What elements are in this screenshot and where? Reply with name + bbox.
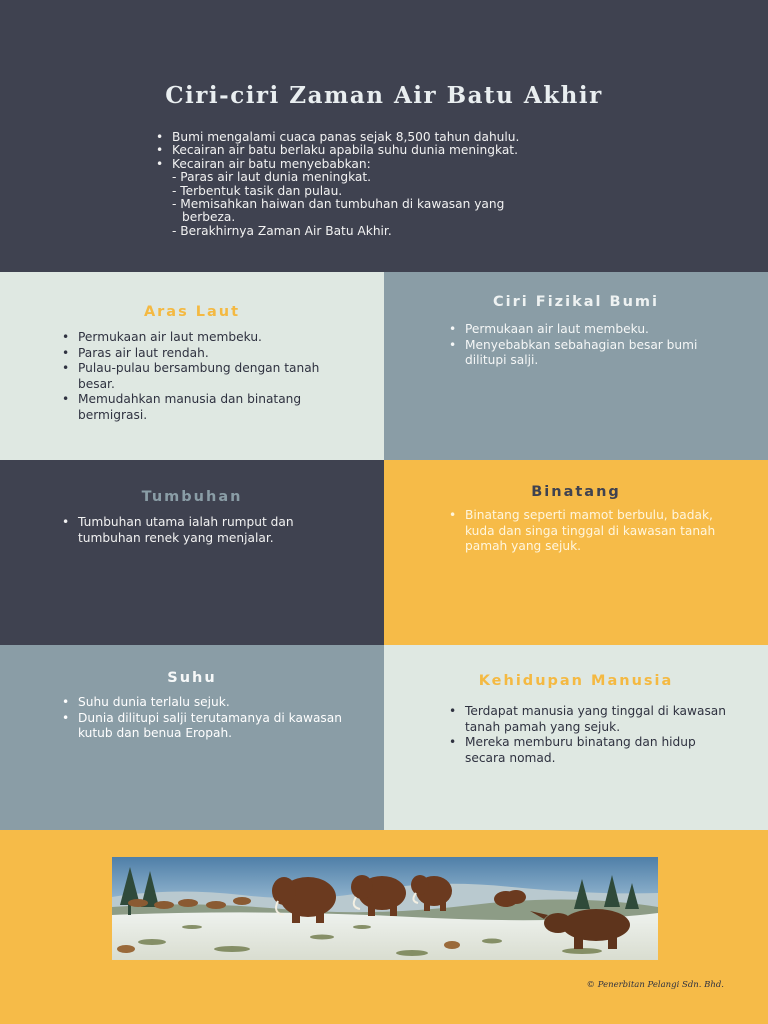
intro-sub-point: - Berakhirnya Zaman Air Batu Akhir. (172, 223, 392, 238)
section-tumbuhan (0, 460, 384, 645)
footer-section (0, 830, 768, 1024)
section-heading: Tumbuhan (141, 489, 243, 505)
section-list (449, 704, 739, 766)
intro-point: • Kecairan air batu berlaku apabila suhu dunia meningkat. (154, 144, 654, 157)
list-item: • Mereka memburu binatang dan hidup secara nomad. (449, 735, 739, 766)
header-section (0, 0, 768, 272)
section-ciri-fizikal-bumi (384, 272, 768, 460)
section-heading: Kehidupan Manusia (478, 673, 674, 689)
list-item: • Menyebabkan sebahagian besar bumi dilitupi salji. (449, 338, 739, 369)
intro-point: • Kecairan air batu menyebabkan: (154, 158, 654, 171)
intro-sub-point: - Memisahkan haiwan dan tumbuhan di kawasan yang (172, 197, 505, 212)
list-item: • Permukaan air laut membeku. (449, 322, 739, 338)
section-heading: Binatang (531, 484, 621, 500)
list-item: • Paras air laut rendah. (62, 346, 352, 362)
list-item: • Permukaan air laut membeku. (62, 330, 352, 346)
copyright-text: © Penerbitan Pelangi Sdn. Bhd. (586, 980, 724, 990)
section-kehidupan-manusia (384, 645, 768, 830)
section-list (449, 322, 739, 369)
section-aras-laut (0, 272, 384, 460)
intro-text (154, 131, 654, 238)
intro-sub-point: - Paras air laut dunia meningkat. (172, 170, 372, 185)
section-heading: Aras Laut (143, 304, 241, 320)
section-list (62, 515, 352, 546)
list-item: • Memudahkan manusia dan binatang bermigrasi. (62, 392, 352, 423)
section-list (449, 508, 739, 555)
section-heading: Suhu (167, 670, 217, 686)
list-item: • Pulau-pulau bersambung dengan tanah besar. (62, 361, 352, 392)
section-list (62, 330, 352, 423)
intro-sub-point: - Terbentuk tasik dan pulau. (172, 183, 343, 198)
list-item: • Terdapat manusia yang tinggal di kawasan tanah pamah yang sejuk. (449, 704, 739, 735)
intro-point: • Bumi mengalami cuaca panas sejak 8,500 tahun dahulu. (154, 131, 654, 144)
list-item: • Dunia dilitupi salji terutamanya di kawasan kutub dan benua Eropah. (62, 711, 352, 742)
section-binatang (384, 460, 768, 645)
ice-age-illustration (112, 857, 658, 960)
intro-sub-point-continued: berbeza. (182, 210, 236, 225)
page-title: Ciri-ciri Zaman Air Batu Akhir (165, 82, 603, 109)
section-suhu (0, 645, 384, 830)
section-list (62, 695, 352, 742)
list-item: • Tumbuhan utama ialah rumput dan tumbuhan renek yang menjalar. (62, 515, 352, 546)
list-item: • Binatang seperti mamot berbulu, badak, kuda dan singa tinggal di kawasan tanah pamah yang sejuk. (449, 508, 739, 555)
section-heading: Ciri Fizikal Bumi (493, 294, 659, 310)
list-item: • Suhu dunia terlalu sejuk. (62, 695, 352, 711)
